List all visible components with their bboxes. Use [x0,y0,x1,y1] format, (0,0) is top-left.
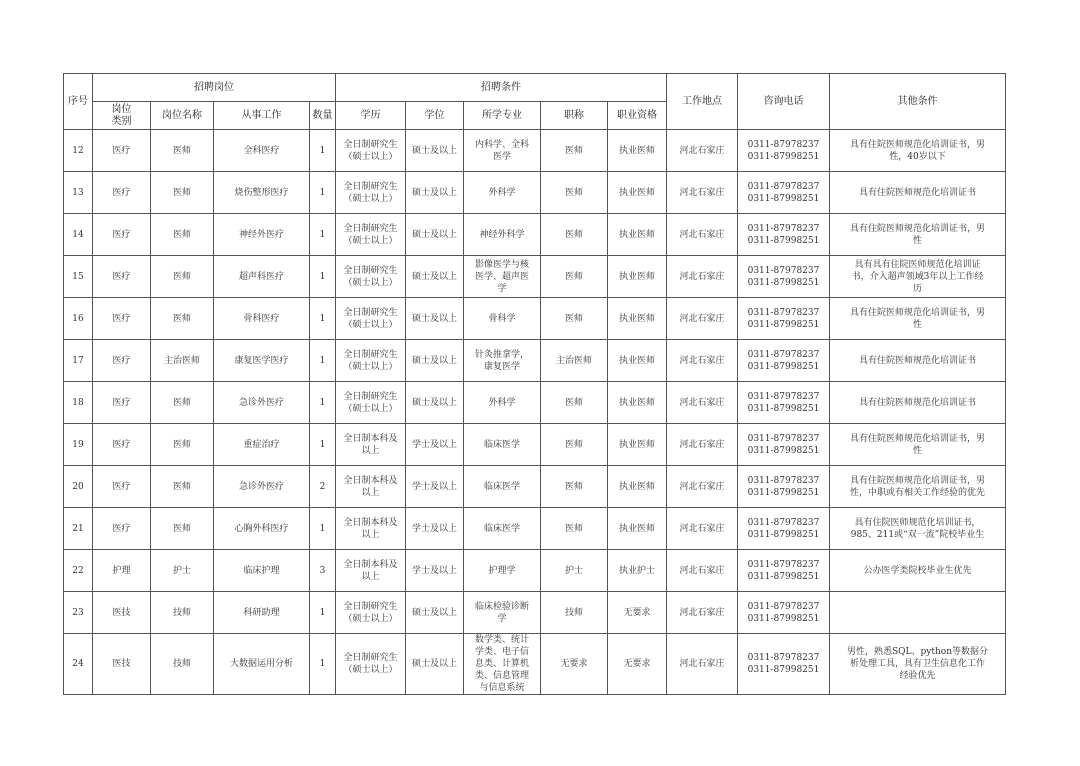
cell-education: 全日制研究生 （硕士以上） [336,130,406,172]
cell-work: 全科医疗 [214,130,310,172]
cell-phone: 0311-87978237 0311-87998251 [738,340,830,382]
cell-qualification: 执业医师 [608,130,667,172]
cell-count: 1 [310,340,336,382]
cell-position: 医师 [151,382,214,424]
table-row [64,508,1006,550]
cell-degree: 硕士及以上 [406,130,464,172]
cell-phone: 0311-87978237 0311-87998251 [738,172,830,214]
cell-degree: 硕士及以上 [406,256,464,298]
cell-seq: 18 [64,382,93,424]
cell-location: 河北石家庄 [667,172,738,214]
recruitment-table [63,73,1006,695]
cell-position: 医师 [151,214,214,256]
cell-count: 1 [310,214,336,256]
cell-major: 外科学 [464,172,541,214]
cell-education: 全日制本科及 以上 [336,466,406,508]
cell-other: 具有住院医师规范化培训证书，男 性 [830,214,1006,256]
cell-education: 全日制研究生 （硕士以上） [336,256,406,298]
cell-major: 临床医学 [464,466,541,508]
cell-education: 全日制研究生 （硕士以上） [336,634,406,695]
cell-qualification: 执业医师 [608,382,667,424]
cell-qualification: 执业医师 [608,424,667,466]
cell-education: 全日制研究生 （硕士以上） [336,592,406,634]
cell-work: 康复医学医疗 [214,340,310,382]
cell-seq: 20 [64,466,93,508]
cell-work: 急诊外医疗 [214,466,310,508]
cell-other: 具有住院医师规范化培训证书，男 性，40岁以下 [830,130,1006,172]
cell-work: 超声科医疗 [214,256,310,298]
table-row [64,550,1006,592]
cell-qualification: 执业医师 [608,298,667,340]
cell-major: 护理学 [464,550,541,592]
cell-qualification: 执业医师 [608,466,667,508]
cell-work: 急诊外医疗 [214,382,310,424]
cell-seq: 22 [64,550,93,592]
cell-phone: 0311-87978237 0311-87998251 [738,214,830,256]
cell-count: 1 [310,382,336,424]
header-major: 所学专业 [464,102,541,130]
cell-count: 3 [310,550,336,592]
cell-category: 医疗 [93,424,151,466]
cell-category: 医疗 [93,508,151,550]
cell-education: 全日制研究生 （硕士以上） [336,382,406,424]
cell-degree: 学士及以上 [406,508,464,550]
table-row [64,130,1006,172]
cell-education: 全日制本科及 以上 [336,424,406,466]
cell-other: 具有住院医师规范化培训证书，男 性，中职或有相关工作经验的优先 [830,466,1006,508]
header-title: 职称 [541,102,608,130]
cell-seq: 16 [64,298,93,340]
cell-position: 主治医师 [151,340,214,382]
cell-position: 医师 [151,424,214,466]
cell-seq: 21 [64,508,93,550]
cell-education: 全日制本科及 以上 [336,550,406,592]
cell-phone: 0311-87978237 0311-87998251 [738,466,830,508]
table-row [64,256,1006,298]
cell-work: 科研助理 [214,592,310,634]
cell-education: 全日制本科及 以上 [336,508,406,550]
header-phone: 咨询电话 [738,74,830,130]
cell-count: 1 [310,508,336,550]
cell-other: 具有住院医师规范化培训证书，男 性 [830,298,1006,340]
cell-position: 技师 [151,592,214,634]
cell-location: 河北石家庄 [667,214,738,256]
table-row [64,592,1006,634]
cell-degree: 硕士及以上 [406,214,464,256]
cell-qualification: 无要求 [608,592,667,634]
cell-seq: 17 [64,340,93,382]
cell-major: 数学类、统计 学类、电子信 息类、计算机 类、信息管理 与信息系统 [464,634,541,695]
cell-qualification: 执业医师 [608,508,667,550]
cell-location: 河北石家庄 [667,634,738,695]
cell-seq: 15 [64,256,93,298]
cell-count: 1 [310,592,336,634]
cell-category: 医疗 [93,172,151,214]
cell-phone: 0311-87978237 0311-87998251 [738,130,830,172]
cell-work: 大数据运用分析 [214,634,310,695]
cell-phone: 0311-87978237 0311-87998251 [738,256,830,298]
cell-degree: 硕士及以上 [406,382,464,424]
cell-title: 主治医师 [541,340,608,382]
cell-title: 医师 [541,172,608,214]
header-seq: 序号 [64,74,93,130]
cell-title: 医师 [541,130,608,172]
cell-degree: 学士及以上 [406,550,464,592]
table-row [64,466,1006,508]
table-row [64,382,1006,424]
cell-category: 医疗 [93,382,151,424]
header-group-position: 招聘岗位 [93,74,336,102]
cell-title: 医师 [541,256,608,298]
cell-location: 河北石家庄 [667,298,738,340]
cell-major: 外科学 [464,382,541,424]
cell-count: 1 [310,424,336,466]
cell-seq: 19 [64,424,93,466]
cell-phone: 0311-87978237 0311-87998251 [738,424,830,466]
cell-major: 神经外科学 [464,214,541,256]
cell-category: 医疗 [93,466,151,508]
cell-work: 心胸外科医疗 [214,508,310,550]
cell-other: 具有住院医师规范化培训证书 [830,340,1006,382]
cell-degree: 学士及以上 [406,466,464,508]
cell-title: 医师 [541,298,608,340]
cell-education: 全日制研究生 （硕士以上） [336,172,406,214]
cell-other [830,592,1006,634]
cell-category: 医疗 [93,214,151,256]
cell-degree: 硕士及以上 [406,172,464,214]
cell-position: 护士 [151,550,214,592]
cell-phone: 0311-87978237 0311-87998251 [738,382,830,424]
cell-location: 河北石家庄 [667,592,738,634]
cell-title: 医师 [541,214,608,256]
cell-other: 具有住院医师规范化培训证书 [830,382,1006,424]
cell-location: 河北石家庄 [667,130,738,172]
header-count: 数量 [310,102,336,130]
cell-qualification: 执业医师 [608,172,667,214]
cell-work: 烧伤整形医疗 [214,172,310,214]
cell-education: 全日制研究生 （硕士以上） [336,298,406,340]
cell-position: 技师 [151,634,214,695]
cell-other: 具有住院医师规范化培训证书，男 性 [830,424,1006,466]
cell-title: 护士 [541,550,608,592]
cell-degree: 硕士及以上 [406,298,464,340]
cell-phone: 0311-87978237 0311-87998251 [738,634,830,695]
cell-count: 1 [310,298,336,340]
cell-seq: 24 [64,634,93,695]
cell-title: 医师 [541,508,608,550]
cell-degree: 硕士及以上 [406,340,464,382]
table-row [64,298,1006,340]
cell-other: 具有住院医师规范化培训证书 [830,172,1006,214]
cell-location: 河北石家庄 [667,424,738,466]
cell-work: 骨科医疗 [214,298,310,340]
header-qualification: 职业资格 [608,102,667,130]
table-row [64,340,1006,382]
header-education: 学历 [336,102,406,130]
cell-title: 技师 [541,592,608,634]
cell-degree: 学士及以上 [406,424,464,466]
cell-count: 1 [310,172,336,214]
cell-major: 针灸推拿学， 康复医学 [464,340,541,382]
cell-position: 医师 [151,298,214,340]
cell-degree: 硕士及以上 [406,634,464,695]
header-location: 工作地点 [667,74,738,130]
cell-category: 医疗 [93,256,151,298]
cell-location: 河北石家庄 [667,550,738,592]
header-position-name: 岗位名称 [151,102,214,130]
cell-position: 医师 [151,172,214,214]
cell-position: 医师 [151,508,214,550]
cell-major: 临床检验诊断 学 [464,592,541,634]
cell-category: 医疗 [93,340,151,382]
cell-category: 医技 [93,592,151,634]
cell-other: 男性，熟悉SQL、python等数据分 析处理工具，具有卫生信息化工作 经验优先 [830,634,1006,695]
table-row [64,214,1006,256]
cell-other: 公办医学类院校毕业生优先 [830,550,1006,592]
cell-title: 无要求 [541,634,608,695]
cell-position: 医师 [151,256,214,298]
cell-major: 临床医学 [464,508,541,550]
cell-other: 具有住院医师规范化培训证书， 985、211或“双一流”院校毕业生 [830,508,1006,550]
cell-category: 医疗 [93,298,151,340]
cell-major: 影像医学与核 医学、超声医 学 [464,256,541,298]
header-category: 岗位 类别 [93,102,151,130]
cell-major: 临床医学 [464,424,541,466]
cell-qualification: 执业医师 [608,256,667,298]
cell-major: 内科学、全科 医学 [464,130,541,172]
cell-count: 1 [310,256,336,298]
cell-location: 河北石家庄 [667,382,738,424]
cell-seq: 12 [64,130,93,172]
cell-count: 2 [310,466,336,508]
table-row [64,424,1006,466]
header-degree: 学位 [406,102,464,130]
cell-phone: 0311-87978237 0311-87998251 [738,550,830,592]
header-group-conditions: 招聘条件 [336,74,667,102]
cell-count: 1 [310,634,336,695]
cell-seq: 14 [64,214,93,256]
cell-location: 河北石家庄 [667,466,738,508]
cell-category: 医疗 [93,130,151,172]
cell-phone: 0311-87978237 0311-87998251 [738,298,830,340]
cell-education: 全日制研究生 （硕士以上） [336,214,406,256]
cell-work: 临床护理 [214,550,310,592]
header-work: 从事工作 [214,102,310,130]
table-row [64,634,1006,695]
cell-major: 骨科学 [464,298,541,340]
cell-title: 医师 [541,466,608,508]
cell-seq: 13 [64,172,93,214]
cell-phone: 0311-87978237 0311-87998251 [738,508,830,550]
cell-category: 医技 [93,634,151,695]
cell-category: 护理 [93,550,151,592]
cell-title: 医师 [541,424,608,466]
cell-position: 医师 [151,466,214,508]
header-other: 其他条件 [830,74,1006,130]
cell-qualification: 无要求 [608,634,667,695]
table-row [64,172,1006,214]
cell-position: 医师 [151,130,214,172]
cell-other: 具有具有住院医师规范化培训证 书，介入超声领域3年以上工作经 历 [830,256,1006,298]
cell-qualification: 执业医师 [608,214,667,256]
cell-seq: 23 [64,592,93,634]
cell-count: 1 [310,130,336,172]
cell-title: 医师 [541,382,608,424]
cell-work: 神经外医疗 [214,214,310,256]
cell-work: 重症治疗 [214,424,310,466]
cell-qualification: 执业护士 [608,550,667,592]
cell-phone: 0311-87978237 0311-87998251 [738,592,830,634]
cell-degree: 硕士及以上 [406,592,464,634]
cell-location: 河北石家庄 [667,340,738,382]
cell-education: 全日制研究生 （硕士以上） [336,340,406,382]
cell-location: 河北石家庄 [667,256,738,298]
cell-qualification: 执业医师 [608,340,667,382]
cell-location: 河北石家庄 [667,508,738,550]
